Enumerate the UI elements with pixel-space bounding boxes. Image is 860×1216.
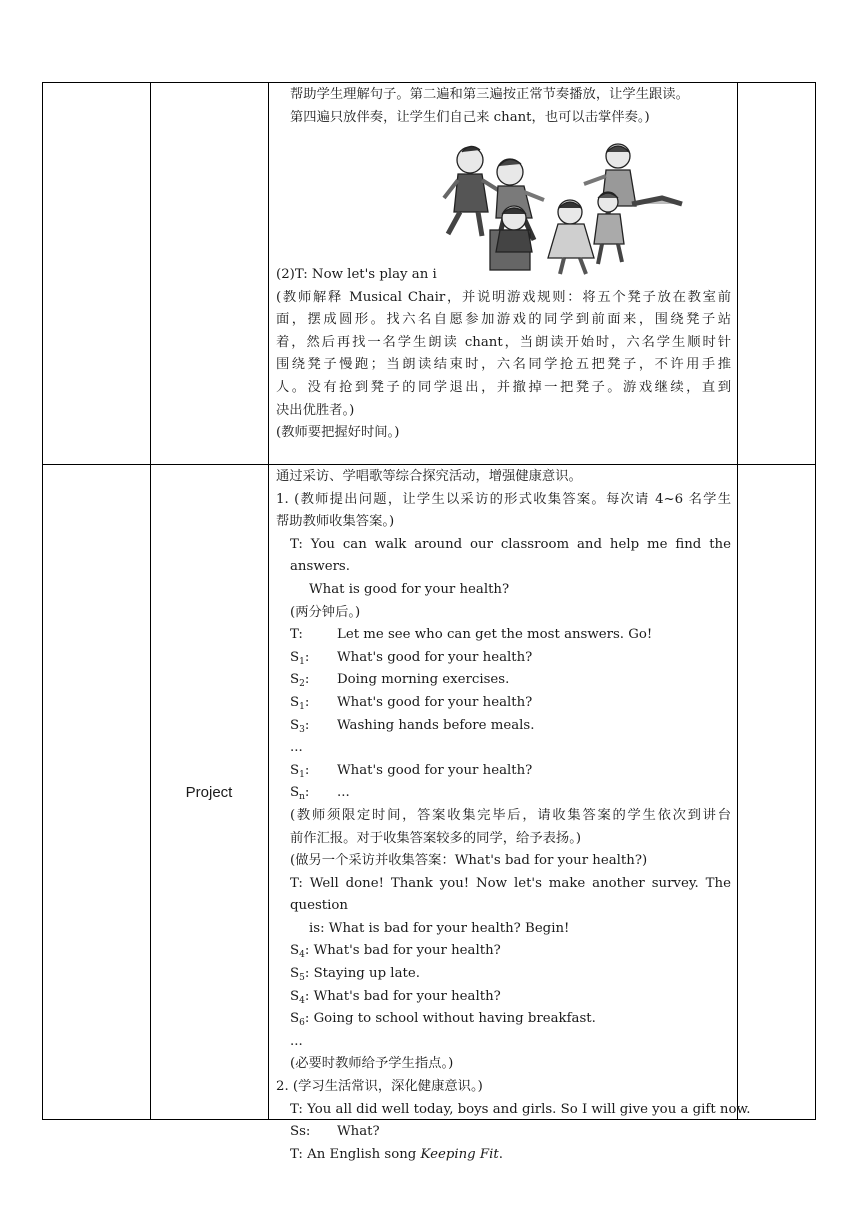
teacher-line: What is good for your health?: [309, 581, 510, 597]
dialog-line: T: Let me see who can get the most answers. Go!: [290, 627, 653, 643]
activity-cell-top-rules: [276, 264, 731, 445]
teacher-line: T: Well done! Thank you! Now let's make another survey. The question: [290, 875, 731, 914]
column-divider: [150, 82, 151, 1120]
dialog-line: Ss: What?: [290, 1124, 380, 1140]
activity-cell-top: [290, 84, 730, 129]
teacher-line: T: An English song Keeping Fit.: [290, 1146, 503, 1162]
rule-line: (教师要把握好时间。): [276, 425, 400, 441]
dialog-line: $S_4$: What's bad for your health?: [290, 943, 501, 961]
teacher-line: T: You all did well today, boys and girls. So I will give you a gift now.: [290, 1101, 751, 1117]
rule-line: 围绕凳子慢跑；当朗读结束时，六名同学抢五把凳子，不许用手推: [276, 357, 731, 373]
step1-line: 1. (教师提出问题，让学生以采访的形式收集答案。每次请 4~6 名学生: [276, 491, 731, 507]
note-line: 前作汇报。对于收集答案较多的同学，给予表扬。): [290, 830, 582, 846]
teacher-line: T: You can walk around our classroom and help me find the answers.: [290, 536, 731, 575]
step1-line: 帮助教师收集答案。): [276, 514, 395, 530]
dialog-line: $S_1$: What's good for your health?: [290, 649, 533, 667]
note-line: (做另一个采访并收集答案：What's bad for your health?): [290, 853, 648, 869]
teacher-line: is: What is bad for your health? Begin!: [309, 920, 570, 936]
rule-line: 人。没有抢到凳子的同学退出，并撤掉一把凳子。游戏继续，直到: [276, 379, 731, 395]
note-line: (两分钟后。): [290, 604, 361, 620]
dialog-line: $S_3$: Washing hands before meals.: [290, 717, 535, 735]
dialog-line: $S_1$: What's good for your health?: [290, 694, 533, 712]
dialog-line: $S_4$: What's bad for your health?: [290, 988, 501, 1006]
step2-line: 2. (学习生活常识，深化健康意识。): [276, 1079, 483, 1095]
text-line: 第四遍只放伴奏，让学生们自己来 chant，也可以击掌伴奏。): [290, 109, 650, 125]
ellipsis-line: ...: [290, 1033, 303, 1049]
table-border-top: [42, 82, 816, 83]
table-border-left: [42, 82, 43, 1120]
rule-line: 决出优胜者。): [276, 402, 355, 418]
text-line: 帮助学生理解句子。第二遍和第三遍按正常节奏播放，让学生跟读。: [290, 87, 689, 102]
dialog-line: $S_6$: Going to school without having breakfast.: [290, 1011, 596, 1029]
intro-line: 通过采访、学唱歌等综合探究活动，增强健康意识。: [276, 469, 582, 484]
note-line: (必要时教师给予学生指点。): [290, 1056, 454, 1072]
row-divider: [42, 464, 816, 465]
rule-line: (教师解释 Musical Chair，并说明游戏规则：将五个凳子放在教室前: [276, 289, 731, 305]
rule-line: 面，摆成圆形。找六名自愿参加游戏的同学到前面来，围绕凳子站: [276, 312, 731, 328]
rule-line: 着，然后再找一名学生朗读 chant，当朗读开始时，六名学生顺时针: [276, 334, 731, 350]
stage-label: Project: [185, 784, 233, 801]
dialog-line: $S_n$: ...: [290, 785, 350, 803]
dialog-line: $S_5$: Staying up late.: [290, 966, 420, 984]
dialog-line: $S_1$: What's good for your health?: [290, 762, 533, 780]
song-title: Keeping Fit: [420, 1146, 499, 1162]
children-playing-illustration: [432, 140, 694, 280]
table-border-right: [815, 82, 816, 1120]
ellipsis-line: ...: [290, 740, 303, 756]
game-instruction: (2)T: Now let's play an i: [276, 267, 437, 282]
project-activity-cell: [276, 466, 751, 1166]
column-divider: [268, 82, 269, 1120]
note-line: (教师须限定时间，答案收集完毕后，请收集答案的学生依次到讲台: [290, 807, 731, 823]
dialog-line: $S_2$: Doing morning exercises.: [290, 672, 510, 690]
column-divider: [737, 82, 738, 1120]
